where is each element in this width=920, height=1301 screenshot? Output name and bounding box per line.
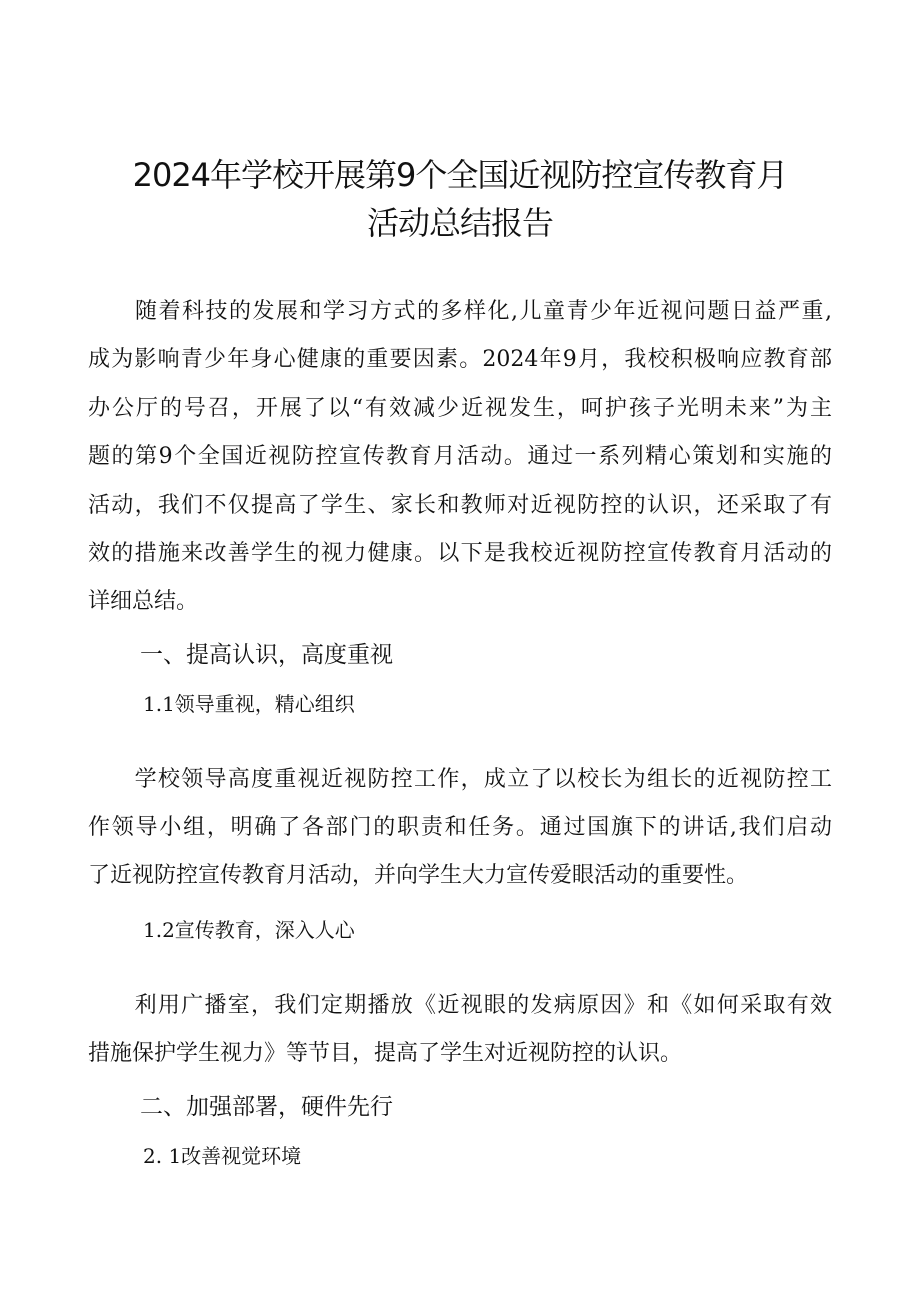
section1-heading: 一、提高认识，高度重视 bbox=[140, 642, 393, 668]
document-title-line1: 2024年学校开展第9个全国近视防控宣传教育月 bbox=[132, 156, 788, 194]
intro-line-5: 活动，我们不仅提高了学生、家长和教师对近视防控的认识，还采取了有 bbox=[88, 493, 832, 518]
section1-para1-line-1: 学校领导高度重视近视防控工作，成立了以校长为组长的近视防控工 bbox=[88, 767, 832, 792]
intro-line-3: 办公厅的号召，开展了以“有效减少近视发生，呵护孩子光明未来”为主 bbox=[88, 396, 832, 421]
intro-line-7: 详细总结。 bbox=[88, 589, 199, 614]
intro-line-1: 随着科技的发展和学习方式的多样化,儿童青少年近视问题日益严重, bbox=[88, 299, 832, 324]
section1-sub1-heading: 1.1领导重视，精心组织 bbox=[143, 692, 355, 716]
section1-para1-line-3: 了近视防控宣传教育月活动，并向学生大力宣传爱眼活动的重要性。 bbox=[88, 863, 749, 888]
intro-line-6: 效的措施来改善学生的视力健康。以下是我校近视防控宣传教育月活动的 bbox=[88, 541, 832, 566]
document-title-line2: 活动总结报告 bbox=[366, 204, 553, 242]
section2-sub1-heading: 2. 1改善视觉环境 bbox=[143, 1144, 302, 1168]
section2-heading: 二、加强部署，硬件先行 bbox=[140, 1094, 393, 1120]
section1-para1-line-2: 作领导小组，明确了各部门的职责和任务。通过国旗下的讲话,我们启动 bbox=[88, 815, 832, 840]
intro-line-4: 题的第9个全国近视防控宣传教育月活动。通过一系列精心策划和实施的 bbox=[88, 444, 832, 469]
section1-para2-line-2: 措施保护学生视力》等节目，提高了学生对近视防控的认识。 bbox=[88, 1041, 683, 1066]
section1-para2-line-1: 利用广播室，我们定期播放《近视眼的发病原因》和《如何采取有效 bbox=[88, 993, 832, 1018]
section1-sub2-heading: 1.2宣传教育，深入人心 bbox=[143, 918, 355, 942]
intro-line-2: 成为影响青少年身心健康的重要因素。2024年9月，我校积极响应教育部 bbox=[88, 347, 832, 372]
